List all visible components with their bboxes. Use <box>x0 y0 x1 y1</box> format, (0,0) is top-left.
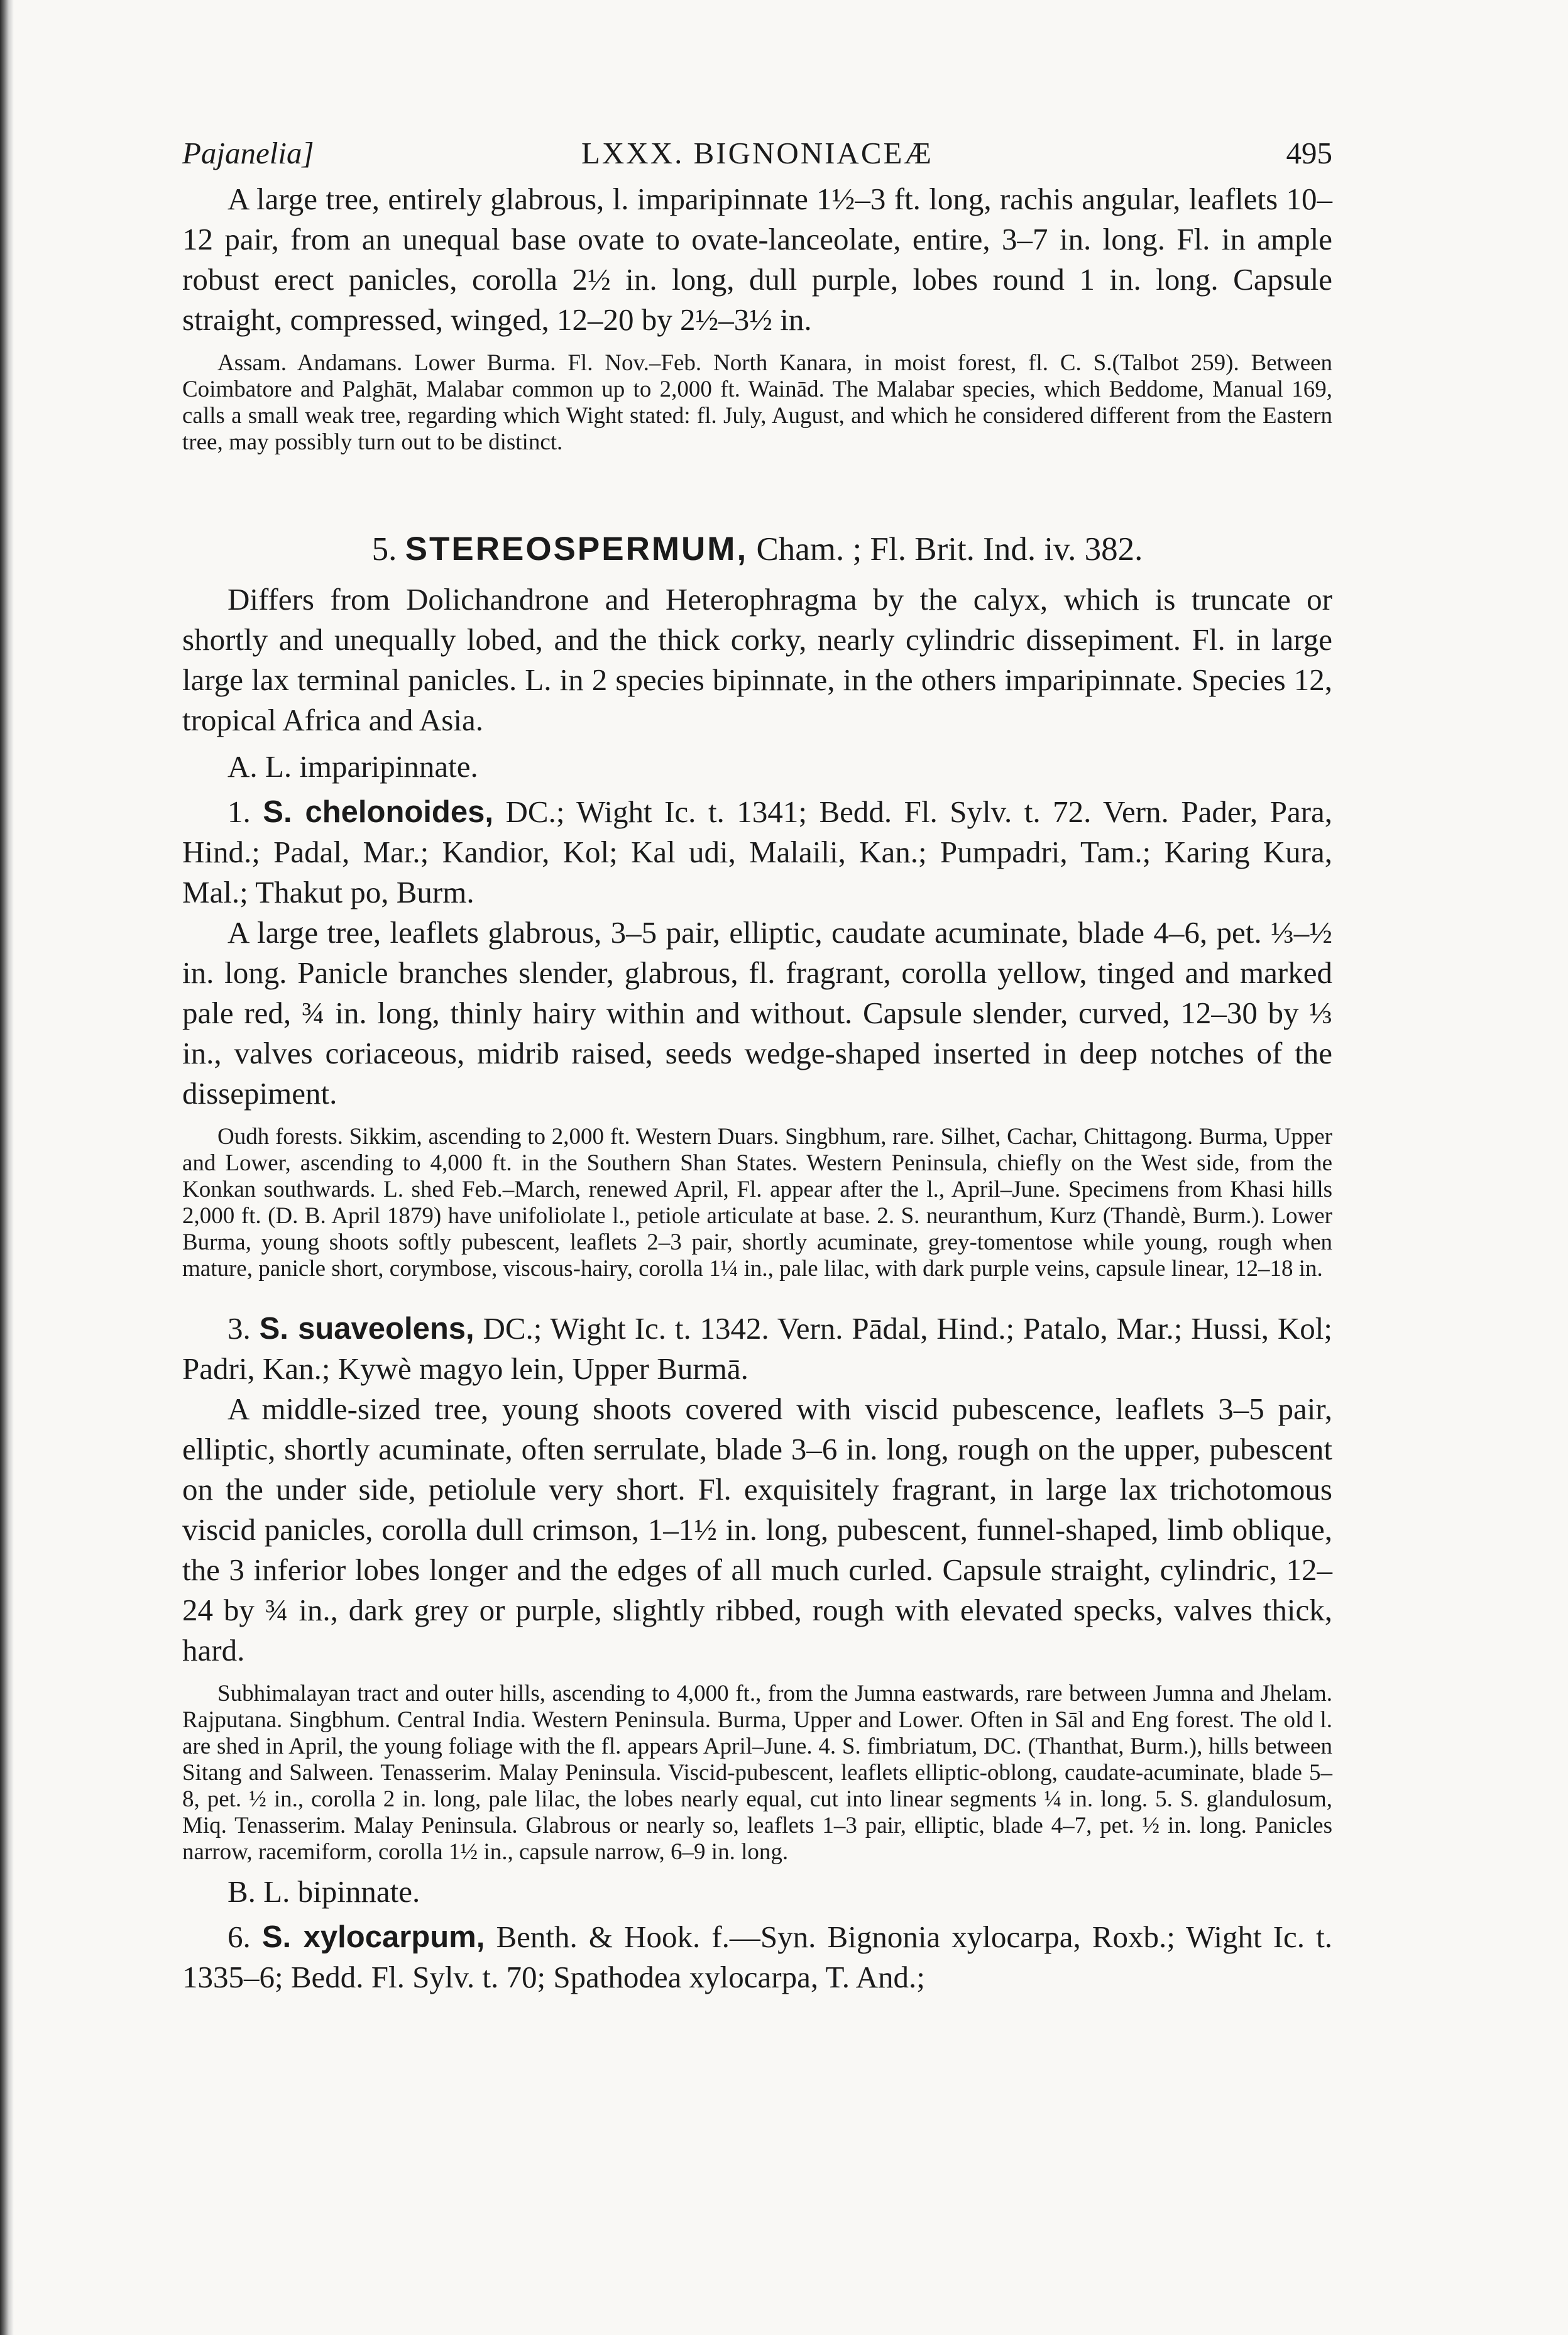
species-3-synonymy: DC.; Wight Ic. t. 1342. Vern. Pādal, Hind.; Patalo, Mar.; Hussi, Kol; Padri, Kan.; Kywè magyo lein, Upper Burmā. <box>182 1311 1333 1386</box>
species-1-heading <box>182 792 1332 913</box>
pajanelia-description: A large tree, entirely glabrous, l. imparipinnate 1½–3 ft. long, rachis angular, leaflets 10–12 pair, from an unequal base ovate to ovate-lanceolate, entire, 3–7 in. long. Fl. in ample robust erect panicles, corolla 2½ in. long, dull purple, lobes round 1 in. long. Capsule straight, compressed, winged, 12–20 by 2½–3½ in. <box>182 182 1332 337</box>
genus-heading <box>182 530 1332 568</box>
pajanelia-notes: Assam. Andamans. Lower Burma. Fl. Nov.–Feb. North Kanara, in moist forest, fl. C. S.(Talbot 259). Between Coimbatore and Palghāt, Malabar common up to 2,000 ft. Wainād. The Malabar species, which Beddome, Manual 169, calls a small weak tree, regarding which Wight stated: fl. July, August, and which he considered different from the Eastern tree, may possibly turn out to be distinct. <box>182 350 1332 455</box>
species-3-name: S. suaveolens, <box>259 1312 474 1346</box>
species-1-synonymy: DC.; Wight Ic. t. 1341; Bedd. Fl. Sylv. t. 72. Vern. Pader, Para, Hind.; Padal, Mar.; Kandior, Kol; Kal udi, Malaili, Kan.; Pumpadri, Tam.; Karing Kura, Mal.; Thakut po, Burm. <box>182 794 1333 909</box>
species-1-description: A large tree, leaflets glabrous, 3–5 pair, elliptic, caudate acuminate, blade 4–6, pet. ⅓–½ in. long. Panicle branches slender, glabrous, fl. fragrant, corolla yellow, tinged and marked pale red, ¾ in. long, thinly hairy within and without. Capsule slender, curved, 12–30 by ⅓ in., valves coriaceous, midrib raised, seeds wedge-shaped inserted in deep notches of the dissepiment. <box>182 915 1332 1111</box>
genus-authority: Cham. ; Fl. Brit. Ind. iv. 382. <box>756 531 1143 568</box>
species-3-number: 3. <box>228 1311 251 1346</box>
genus-name: STEREOSPERMUM, <box>405 530 748 568</box>
species-6-number: 6. <box>228 1920 251 1954</box>
page-number: 495 <box>1286 136 1332 170</box>
genus-number: 5. <box>371 531 397 568</box>
species-1-number: 1. <box>228 794 251 829</box>
genus-description: Differs from Dolichandrone and Heterophragma by the calyx, which is truncate or shortly and unequally lobed, and the thick corky, nearly cylindric dissepiment. Fl. in large large lax terminal panicles. L. in 2 species bipinnate, in the others imparipinnate. Species 12, tropical Africa and Asia. <box>182 582 1332 737</box>
section-b-heading: B. L. bipinnate. <box>228 1874 420 1909</box>
species-6-synonymy: Benth. & Hook. f.—Syn. Bignonia xylocarpa, Roxb.; Wight Ic. t. 1335–6; Bedd. Fl. Sylv. t. 70; Spathodea xylocarpa, T. And.; <box>182 1920 1333 1994</box>
section-a-heading: A. L. imparipinnate. <box>228 749 478 784</box>
page <box>182 135 1332 1997</box>
running-header <box>182 135 1332 179</box>
running-head-left: Pajanelia] <box>182 136 314 170</box>
species-1-notes: Oudh forests. Sikkim, ascending to 2,000 ft. Western Duars. Singbhum, rare. Silhet, Cachar, Chittagong. Burma, Upper and Lower, ascending to 4,000 ft. in the Southern Shan States. Western Peninsula, chiefly on the West side, from the Konkan southwards. L. shed Feb.–March, renewed April, Fl. appear after the l., April–June. Specimens from Khasi hills 2,000 ft. (D. B. April 1879) have unifoliolate l., petiole articulate at base. 2. S. neuranthum, Kurz (Thandè, Burm.). Lower Burma, young shoots softly pubescent, leaflets 2–3 pair, shortly acuminate, grey-tomentose while young, rough when mature, panicle short, corymbose, viscous-hairy, corolla 1¼ in., pale lilac, with dark purple veins, capsule linear, 12–18 in. <box>182 1124 1332 1282</box>
running-head-center: LXXX. BIGNONIACEÆ <box>581 136 934 170</box>
species-3-notes: Subhimalayan tract and outer hills, ascending to 4,000 ft., from the Jumna eastwards, rare between Jumna and Jhelam. Rajputana. Singbhum. Central India. Western Peninsula. Burma, Upper and Lower. Often in Sāl and Eng forest. The old l. are shed in April, the young foliage with the fl. appears April–June. 4. S. fimbriatum, DC. (Thanthat, Burm.), hills between Sitang and Salween. Tenasserim. Malay Peninsula. Viscid-pubescent, leaflets elliptic-oblong, caudate-acuminate, blade 5–8, pet. ½ in., corolla 2 in. long, pale lilac, the lobes nearly equal, cut into linear segments ¼ in. long. 5. S. glandulosum, Miq. Tenasserim. Malay Peninsula. Glabrous or nearly so, leaflets 1–3 pair, elliptic, blade 4–7, pet. ½ in. long. Panicles narrow, racemiform, corolla 1½ in., capsule narrow, 6–9 in. long. <box>182 1681 1332 1865</box>
species-6-name: S. xylocarpum, <box>261 1920 485 1954</box>
species-1-name: S. chelonoides, <box>263 795 493 829</box>
species-3-description: A middle-sized tree, young shoots covered with viscid pubescence, leaflets 3–5 pair, elliptic, shortly acuminate, often serrulate, blade 3–6 in. long, rough on the upper, pubescent on the under side, petiolule very short. Fl. exquisitely fragrant, in large lax trichotomous viscid panicles, corolla dull crimson, 1–1½ in. long, pubescent, funnel-shaped, limb oblique, the 3 inferior lobes longer and the edges of all much curled. Capsule straight, cylindric, 12–24 by ¾ in., dark grey or purple, slightly ribbed, rough with elevated specks, valves thick, hard. <box>182 1392 1332 1667</box>
species-3-heading <box>182 1309 1332 1389</box>
species-6-heading <box>182 1917 1332 1997</box>
scan-edge <box>0 0 14 2335</box>
